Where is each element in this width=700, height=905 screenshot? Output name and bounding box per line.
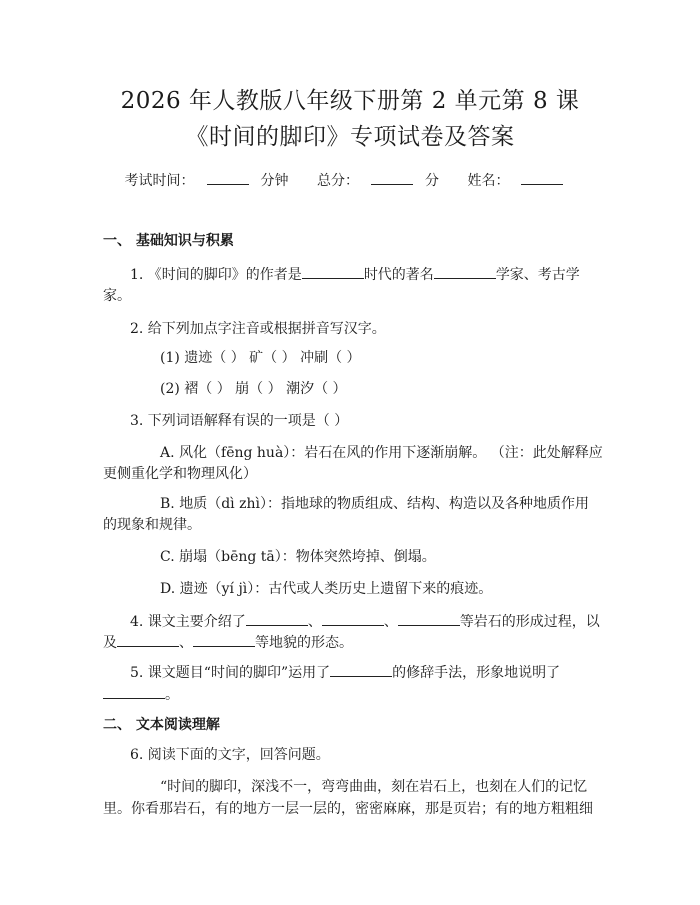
- question-1-line1: 1. 《时间的脚印》的作者是 时代的著名 学家、考古学: [130, 264, 580, 284]
- reading-passage-line1: “时间的脚印，深浅不一，弯弯曲曲，刻在岩石上，也刻在人们的记忆: [160, 779, 588, 795]
- name-blank[interactable]: [521, 170, 563, 185]
- exam-title-line1: 2026 年人教版八年级下册第 2 单元第 8 课: [120, 88, 580, 114]
- q1-blank-1[interactable]: [302, 264, 364, 279]
- question-3-option-b: B. 地质（dì zhì）：指地球的物质组成、结构、构造以及各种地质作用: [160, 496, 589, 512]
- question-1-line2: 家。: [103, 288, 131, 304]
- exam-time-field: 考试时间： 分钟: [125, 173, 289, 189]
- q4-blank-2[interactable]: [322, 611, 384, 626]
- q5-blank-2[interactable]: [103, 684, 165, 699]
- name-field: 姓名：: [467, 173, 575, 189]
- section-heading-2: 二、 文本阅读理解: [103, 717, 220, 733]
- reading-passage-line2: 里。你看那岩石，有的地方一层一层的，密密麻麻，那是页岩；有的地方粗粗细: [103, 801, 593, 817]
- q5-blank-1[interactable]: [330, 662, 392, 677]
- exam-title-line2: 《时间的脚印》专项试卷及答案: [185, 124, 515, 150]
- q4-blank-1[interactable]: [246, 611, 308, 626]
- question-6-stem: 6. 阅读下面的文字，回答问题。: [130, 747, 330, 763]
- question-4-line1: 4. 课文主要介绍了 、 、 等岩石的形成过程，以: [130, 611, 600, 631]
- score-blank[interactable]: [371, 170, 413, 185]
- q4-blank-3[interactable]: [398, 611, 460, 626]
- section-heading-1: 一、 基础知识与积累: [103, 233, 234, 249]
- question-3-option-a: A. 风化（fēng huà）：岩石在风的作用下逐渐崩解。 （注：此处解释应: [160, 445, 603, 461]
- exam-info-row: [0, 170, 700, 190]
- score-field: 总分： 分: [317, 173, 439, 189]
- q4-blank-5[interactable]: [193, 632, 255, 647]
- q4-blank-4[interactable]: [117, 632, 179, 647]
- question-3-option-b-cont: 的现象和规律。: [103, 517, 201, 533]
- question-3-stem: 3. 下列词语解释有误的一项是（ ）: [130, 413, 349, 429]
- question-2-line1: (1) 遗迹（ ） 矿（ ） 冲刷（ ）: [160, 350, 361, 366]
- question-4-line2: 及 、 等地貌的形态。: [103, 632, 353, 652]
- question-2-stem: 2. 给下列加点字注音或根据拼音写汉字。: [130, 321, 386, 337]
- question-5-line1: 5. 课文题目“时间的脚印”运用了 的修辞手法，形象地说明了: [130, 662, 560, 682]
- exam-time-blank[interactable]: [207, 170, 249, 185]
- question-3-option-a-cont: 更侧重化学和物理风化）: [103, 466, 257, 482]
- q1-blank-2[interactable]: [434, 264, 496, 279]
- question-3-option-d: D. 遗迹（yí jì）：古代或人类历史上遗留下来的痕迹。: [160, 581, 493, 597]
- question-3-option-c: C. 崩塌（bēng tā）：物体突然垮掉、倒塌。: [160, 549, 436, 565]
- question-2-line2: (2) 褶（ ） 崩（ ） 潮汐（ ）: [160, 381, 347, 397]
- question-5-line2: 。: [103, 684, 179, 704]
